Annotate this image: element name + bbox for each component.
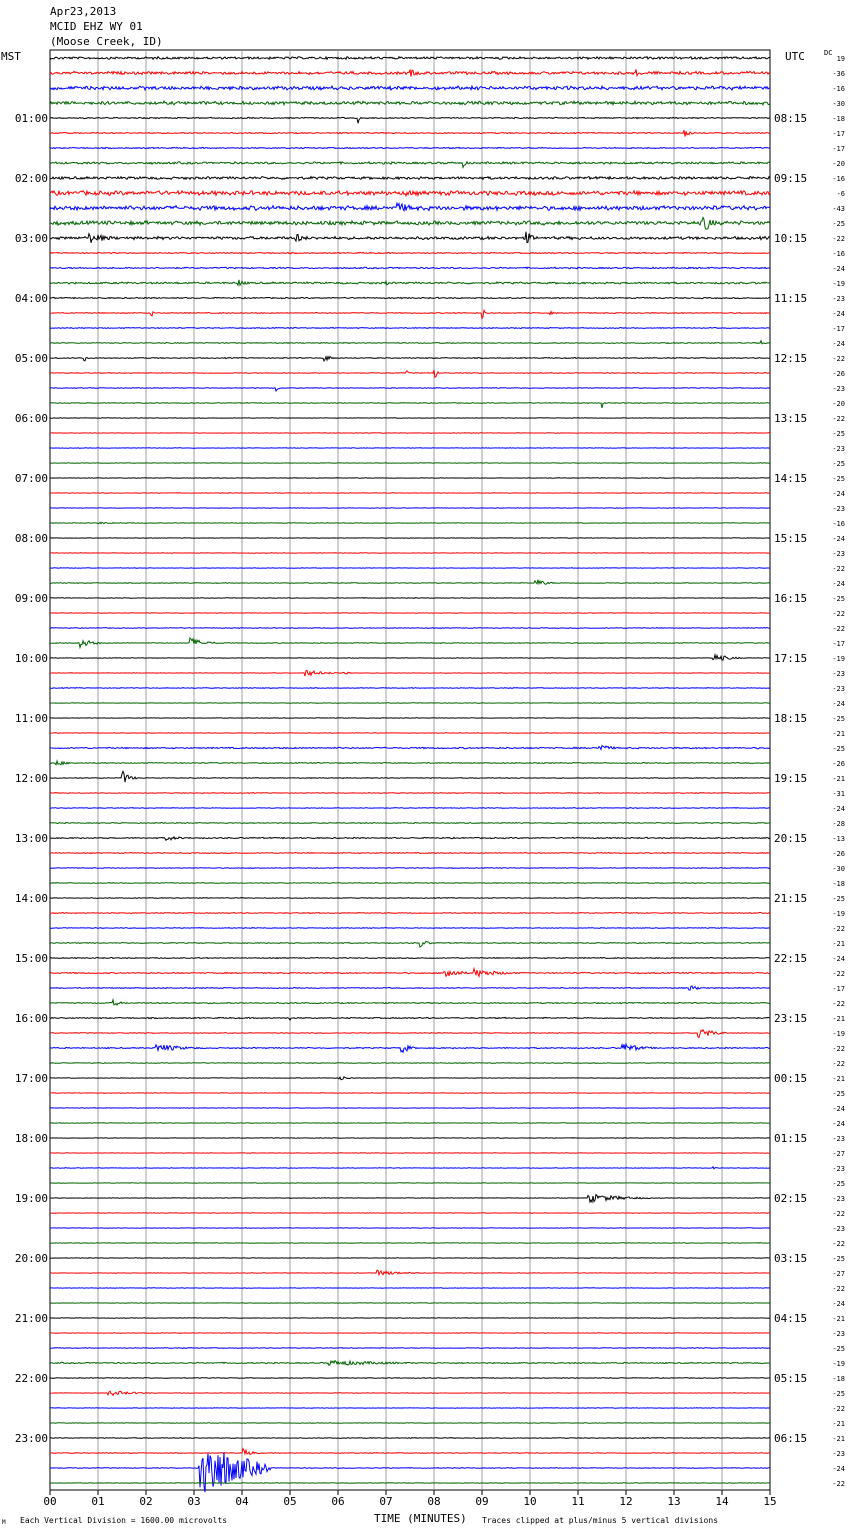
dc-offset-label: -25: [832, 715, 845, 723]
dc-offset-label: -25: [832, 1090, 845, 1098]
dc-offset-label: -22: [832, 235, 845, 243]
left-hour-label: 18:00: [14, 1132, 48, 1145]
seismic-trace: [50, 718, 770, 719]
dc-offset-label: -21: [832, 730, 845, 738]
seismic-trace: [50, 1000, 770, 1005]
dc-offset-label: -26: [832, 850, 845, 858]
seismic-trace: [50, 1243, 770, 1244]
clip-note: Traces clipped at plus/minus 5 vertical divisions: [482, 1516, 719, 1525]
dc-offset-label: -25: [832, 1180, 845, 1188]
right-hour-label: 17:15: [774, 652, 808, 665]
seismic-trace: [50, 252, 770, 253]
seismic-trace: [50, 388, 770, 391]
dc-offset-label: -22: [832, 1210, 845, 1218]
seismic-trace: [50, 448, 770, 449]
x-axis-ticks: [43, 1490, 776, 1508]
seismic-trace: [50, 655, 770, 660]
dc-offset-label: -16: [832, 85, 845, 93]
right-hour-label: 00:15: [774, 1072, 808, 1085]
dc-offset-label: -22: [832, 565, 845, 573]
seismic-trace: [50, 1167, 770, 1169]
dc-offset-label: -19: [832, 1360, 845, 1368]
right-hour-label: 12:15: [774, 352, 808, 365]
left-timezone-label: MST: [1, 50, 21, 63]
dc-offset-label: -23: [832, 670, 845, 678]
dc-offset-label: -22: [832, 1405, 845, 1413]
seismic-trace: [50, 1378, 770, 1379]
dc-offset-label: -25: [832, 430, 845, 438]
right-hour-label: 01:15: [774, 1132, 808, 1145]
dc-offset-label: -23: [832, 385, 845, 393]
x-tick-label: 02: [139, 1495, 153, 1508]
seismic-trace: [50, 328, 770, 329]
seismic-trace: [50, 628, 770, 629]
seismic-trace: [50, 403, 770, 408]
dc-offset-label: -24: [832, 580, 845, 588]
seismic-trace: [50, 772, 770, 783]
seismic-trace: [50, 808, 770, 809]
dc-offset-label: -23: [832, 1165, 845, 1173]
left-hour-label: 14:00: [14, 892, 48, 905]
right-hour-label: 19:15: [774, 772, 808, 785]
seismic-trace: [50, 297, 770, 298]
seismic-trace: [50, 1483, 770, 1484]
seismic-trace: [50, 1063, 770, 1064]
left-hour-label: 09:00: [14, 592, 48, 605]
seismic-trace: [50, 69, 770, 76]
seismic-trace: [50, 508, 770, 509]
dc-offset-label: -19: [832, 910, 845, 918]
dc-offset-label: -16: [832, 175, 845, 183]
plot-grid: [50, 50, 770, 1490]
right-hour-label: 23:15: [774, 1012, 808, 1025]
corner-mark: M: [2, 1519, 6, 1526]
seismic-trace: [50, 1348, 770, 1349]
x-tick-label: 04: [235, 1495, 249, 1508]
seismic-trace: [50, 463, 770, 464]
seismic-trace: [50, 568, 770, 569]
x-tick-label: 05: [283, 1495, 297, 1508]
left-hour-label: 05:00: [14, 352, 48, 365]
dc-offset-label: -25: [832, 895, 845, 903]
right-hour-label: 08:15: [774, 112, 808, 125]
dc-offset-label: -17: [832, 325, 845, 333]
dc-offset-label: -31: [832, 790, 845, 798]
seismic-trace: [50, 493, 770, 494]
dc-offset-label: -22: [832, 1240, 845, 1248]
seismic-trace: [50, 1044, 770, 1052]
dc-offset-label: -23: [832, 445, 845, 453]
dc-offset-label: -24: [832, 700, 845, 708]
dc-offset-label: -23: [832, 1195, 845, 1203]
dc-offset-label: -23: [832, 685, 845, 693]
seismic-trace: [50, 538, 770, 539]
seismic-trace: [50, 1108, 770, 1109]
left-hour-label: 19:00: [14, 1192, 48, 1205]
seismic-trace: [50, 162, 770, 168]
dc-offset-label: -24: [832, 490, 845, 498]
right-hour-label: 20:15: [774, 832, 808, 845]
right-hour-label: 11:15: [774, 292, 808, 305]
seismic-trace: [50, 837, 770, 840]
left-hour-label: 03:00: [14, 232, 48, 245]
x-tick-label: 00: [43, 1495, 57, 1508]
seismic-trace: [50, 101, 770, 105]
seismic-trace: [50, 191, 770, 196]
x-tick-label: 12: [619, 1495, 633, 1508]
x-tick-label: 11: [571, 1495, 585, 1508]
dc-offset-label: -22: [832, 1060, 845, 1068]
dc-offset-label: -19: [832, 280, 845, 288]
left-hour-label: 08:00: [14, 532, 48, 545]
seismic-trace: [50, 912, 770, 913]
seismic-trace: [50, 1333, 770, 1334]
left-hour-label: 15:00: [14, 952, 48, 965]
seismic-trace: [50, 1288, 770, 1289]
dc-offset-label: -25: [832, 220, 845, 228]
seismic-trace: [50, 1138, 770, 1139]
seismic-trace: [50, 1449, 770, 1455]
left-hour-label: 07:00: [14, 472, 48, 485]
dc-offset-label: -24: [832, 340, 845, 348]
dc-offset-label: -6: [836, 190, 845, 198]
seismic-trace: [50, 598, 770, 599]
dc-offset-label: -13: [832, 835, 845, 843]
left-hour-label: 20:00: [14, 1252, 48, 1265]
dc-offset-label: -23: [832, 505, 845, 513]
right-timezone-label: UTC: [785, 50, 805, 63]
dc-offset-label: -26: [832, 760, 845, 768]
dc-offset-label: -16: [832, 520, 845, 528]
left-hour-label: 12:00: [14, 772, 48, 785]
seismic-trace: [50, 793, 770, 794]
left-hour-label: 11:00: [14, 712, 48, 725]
dc-offset-label: -24: [832, 265, 845, 273]
seismic-trace: [50, 130, 770, 136]
left-hour-label: 21:00: [14, 1312, 48, 1325]
dc-offset-label: -23: [832, 295, 845, 303]
seismic-trace: [50, 580, 770, 585]
dc-offset-label: -19: [832, 655, 845, 663]
dc-offset-label: -25: [832, 1255, 845, 1263]
left-hour-label: 22:00: [14, 1372, 48, 1385]
x-tick-label: 10: [523, 1495, 537, 1508]
seismic-trace: [50, 868, 770, 869]
seismic-trace: [50, 553, 770, 554]
dc-offset-label: -21: [832, 775, 845, 783]
dc-offset-label: -21: [832, 1435, 845, 1443]
right-hour-labels: [774, 112, 807, 1445]
seismic-trace: [50, 1030, 770, 1038]
dc-offset-label: -23: [832, 1450, 845, 1458]
seismic-trace: [50, 1270, 770, 1275]
right-hour-label: 15:15: [774, 532, 808, 545]
seismic-trace: [50, 986, 770, 990]
dc-offset-label: -24: [832, 1105, 845, 1113]
seismic-trace: [50, 670, 770, 676]
right-hour-label: 21:15: [774, 892, 808, 905]
dc-offset-label: -22: [832, 1285, 845, 1293]
dc-offset-label: -27: [832, 1150, 845, 1158]
right-hour-label: 14:15: [774, 472, 808, 485]
dc-offset-label: -23: [832, 1330, 845, 1338]
seismic-trace: [50, 969, 770, 977]
dc-offset-label: -18: [832, 1375, 845, 1383]
seismic-trace: [50, 203, 770, 210]
left-hour-label: 04:00: [14, 292, 48, 305]
dc-offset-label: -25: [832, 460, 845, 468]
seismic-trace: [50, 57, 770, 60]
seismic-trace: [50, 823, 770, 824]
station-location: (Moose Creek, ID): [50, 35, 163, 48]
dc-offset-label: -22: [832, 1000, 845, 1008]
x-tick-label: 08: [427, 1495, 441, 1508]
dc-offset-label: -23: [832, 550, 845, 558]
dc-offset-label: -24: [832, 955, 845, 963]
right-hour-label: 10:15: [774, 232, 808, 245]
seismic-trace: [50, 1303, 770, 1304]
seismic-trace: [50, 703, 770, 704]
seismic-trace: [50, 267, 770, 269]
seismic-trace: [50, 232, 770, 243]
dc-offset-label: -25: [832, 595, 845, 603]
left-hour-labels: [15, 112, 48, 1445]
left-hour-label: 10:00: [14, 652, 48, 665]
x-tick-label: 03: [187, 1495, 201, 1508]
left-hour-label: 16:00: [14, 1012, 48, 1025]
dc-offset-label: -27: [832, 1270, 845, 1278]
seismic-trace: [50, 941, 770, 947]
seismic-trace: [50, 280, 770, 285]
dc-offset-label: -18: [832, 880, 845, 888]
dc-offset-label: -20: [832, 160, 845, 168]
seismic-trace: [50, 1408, 770, 1409]
right-hour-label: 02:15: [774, 1192, 808, 1205]
seismic-trace: [50, 1195, 770, 1202]
plot-frame: [50, 50, 770, 1490]
x-tick-label: 15: [763, 1495, 777, 1508]
dc-offset-label: -24: [832, 1120, 845, 1128]
dc-offset-label: -26: [832, 370, 845, 378]
right-hour-label: 05:15: [774, 1372, 808, 1385]
seismic-trace: [50, 370, 770, 377]
dc-offset-label: -30: [832, 100, 845, 108]
dc-offset-label: -19: [832, 1030, 845, 1038]
dc-offset-label: -25: [832, 745, 845, 753]
x-tick-label: 13: [667, 1495, 681, 1508]
seismic-trace: [50, 357, 770, 361]
seismic-trace: [50, 1077, 770, 1080]
x-tick-label: 07: [379, 1495, 393, 1508]
right-hour-label: 18:15: [774, 712, 808, 725]
seismic-trace: [50, 688, 770, 689]
seismic-trace: [50, 1183, 770, 1184]
seismic-trace: [50, 853, 770, 854]
seismic-trace: [50, 1213, 770, 1214]
seismic-trace: [50, 1228, 770, 1229]
dc-offset-label: -22: [832, 925, 845, 933]
seismic-trace: [50, 746, 770, 750]
dc-offset-label: -36: [832, 70, 845, 78]
dc-offset-label: -22: [832, 415, 845, 423]
right-hour-label: 16:15: [774, 592, 808, 605]
seismic-trace: [50, 1361, 770, 1366]
x-tick-label: 09: [475, 1495, 489, 1508]
dc-offset-label: -23: [832, 1225, 845, 1233]
right-hour-label: 06:15: [774, 1432, 808, 1445]
dc-offset-label: 19: [836, 55, 845, 63]
seismic-trace: [50, 418, 770, 419]
seismic-trace: [50, 1438, 770, 1439]
seismic-trace: [50, 1093, 770, 1094]
dc-offset-header: DC: [824, 49, 833, 57]
right-hour-label: 22:15: [774, 952, 808, 965]
seismic-trace: [50, 883, 770, 884]
dc-offset-label: -17: [832, 145, 845, 153]
right-hour-label: 03:15: [774, 1252, 808, 1265]
right-hour-label: 13:15: [774, 412, 808, 425]
dc-offset-label: -22: [832, 610, 845, 618]
x-tick-label: 06: [331, 1495, 345, 1508]
seismic-trace: [50, 1391, 770, 1395]
dc-offset-label: -28: [832, 820, 845, 828]
seismic-trace: [50, 117, 770, 123]
seismic-trace: [50, 1423, 770, 1424]
dc-offset-label: -16: [832, 250, 845, 258]
dc-offset-label: -22: [832, 970, 845, 978]
seismic-trace: [50, 1452, 770, 1492]
seismic-trace: [50, 898, 770, 899]
seismic-trace: [50, 1318, 770, 1319]
seismic-trace: [50, 1153, 770, 1154]
seismic-trace: [50, 147, 770, 148]
seismic-trace: [50, 1258, 770, 1259]
seismic-trace: [50, 217, 770, 229]
dc-offset-label: -20: [832, 400, 845, 408]
plot-date: Apr23,2013: [50, 5, 117, 18]
dc-offset-label: -43: [832, 205, 845, 213]
dc-offset-label: -23: [832, 1135, 845, 1143]
seismic-trace: [50, 86, 770, 90]
x-tick-label: 14: [715, 1495, 729, 1508]
seismic-trace: [50, 761, 770, 765]
x-tick-label: 01: [91, 1495, 105, 1508]
seismic-trace: [50, 613, 770, 614]
dc-offset-label: -25: [832, 1345, 845, 1353]
dc-offset-label: -22: [832, 1480, 845, 1488]
dc-offset-label: -22: [832, 1045, 845, 1053]
dc-offset-label: -24: [832, 1465, 845, 1473]
dc-offset-label: -21: [832, 1315, 845, 1323]
scale-note: Each Vertical Division = 1600.00 microvolts: [20, 1516, 228, 1525]
dc-offset-label: -24: [832, 310, 845, 318]
seismic-trace: [50, 522, 770, 523]
dc-offset-label: -25: [832, 475, 845, 483]
dc-offset-label: -17: [832, 985, 845, 993]
dc-offset-label: -17: [832, 130, 845, 138]
left-hour-label: 23:00: [14, 1432, 48, 1445]
seismic-trace: [50, 733, 770, 734]
dc-offset-label: -17: [832, 640, 845, 648]
x-axis-title: TIME (MINUTES): [374, 1512, 467, 1525]
left-hour-label: 06:00: [14, 412, 48, 425]
dc-offset-label: -30: [832, 865, 845, 873]
seismic-trace: [50, 478, 770, 479]
seismic-trace: [50, 341, 770, 344]
dc-offset-label: -22: [832, 355, 845, 363]
dc-offset-label: -24: [832, 1300, 845, 1308]
dc-offset-label: -21: [832, 940, 845, 948]
dc-offset-label: -21: [832, 1015, 845, 1023]
dc-offset-label: -18: [832, 115, 845, 123]
seismic-trace: [50, 958, 770, 959]
left-hour-label: 17:00: [14, 1072, 48, 1085]
dc-offset-label: -22: [832, 625, 845, 633]
seismic-trace: [50, 928, 770, 929]
seismic-trace: [50, 177, 770, 180]
left-hour-label: 01:00: [14, 112, 48, 125]
seismic-trace: [50, 310, 770, 318]
station-code: MCID EHZ WY 01: [50, 20, 143, 33]
right-hour-label: 04:15: [774, 1312, 808, 1325]
seismic-trace: [50, 638, 770, 647]
left-hour-label: 02:00: [14, 172, 48, 185]
dc-offset-label: -24: [832, 805, 845, 813]
seismic-trace: [50, 433, 770, 434]
seismic-traces: [50, 57, 770, 1492]
dc-offset-labels: [832, 55, 845, 1488]
dc-offset-label: -21: [832, 1420, 845, 1428]
dc-offset-label: -25: [832, 1390, 845, 1398]
dc-offset-label: -21: [832, 1075, 845, 1083]
seismic-trace: [50, 1123, 770, 1124]
right-hour-label: 09:15: [774, 172, 808, 185]
dc-offset-label: -24: [832, 535, 845, 543]
left-hour-label: 13:00: [14, 832, 48, 845]
seismic-trace: [50, 1017, 770, 1020]
